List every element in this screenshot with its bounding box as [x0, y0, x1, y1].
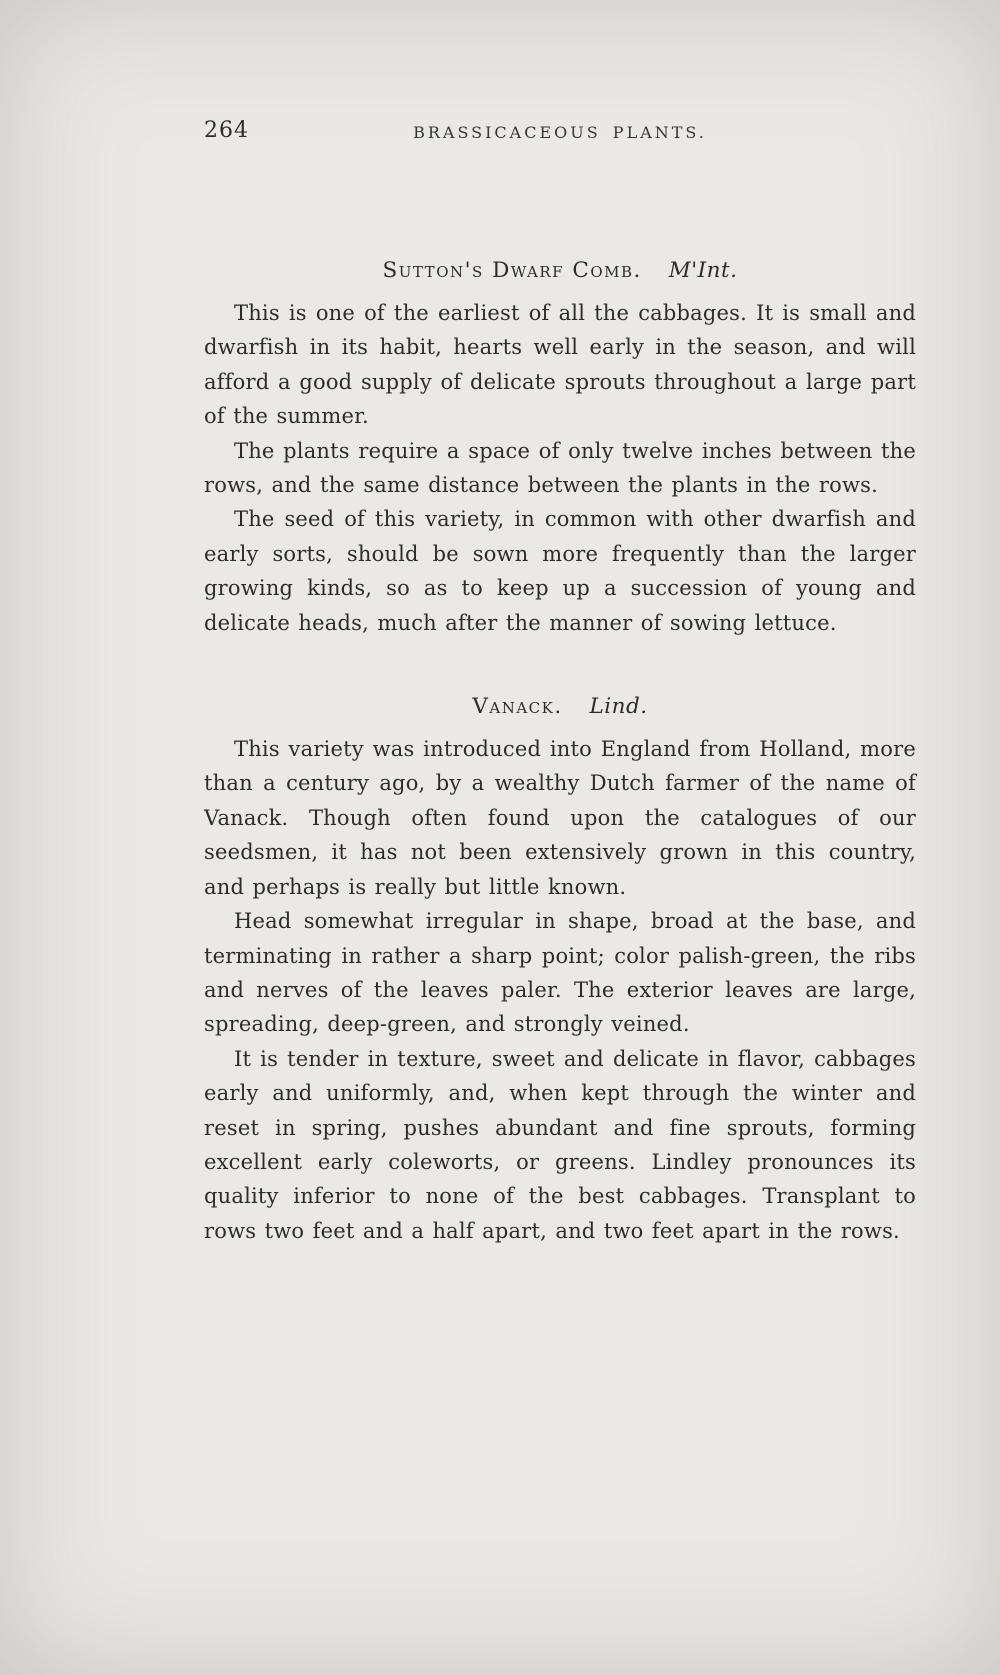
paragraph: The seed of this variety, in common with other dwarfish and early sorts, should be sown more frequently than the larger growing kinds, so as to keep up a succession of young and delicate heads, much after the manner of sowing lettuce.: [204, 507, 916, 635]
page-header: [204, 118, 916, 152]
paragraph: This is one of the earliest of all the cabbages. It is small and dwarfish in its habit, hearts well early in the season, and will afford a good supply of delicate sprouts throughout a large part of the summer.: [204, 301, 916, 429]
section-heading: [204, 258, 916, 283]
page-number: 264: [204, 118, 249, 143]
section-vanack: [204, 694, 916, 1248]
section-suttons-dwarf-comb: [204, 258, 916, 640]
section-heading-text: Vanack.: [472, 694, 563, 720]
paragraph: This variety was introduced into England from Holland, more than a century ago, by a wealthy Dutch farmer of the name of Vanack. Though often found upon the catalogues of our seedsmen, it has not been extensively grown in this country, and perhaps is really but little known.: [204, 737, 916, 899]
text-block: [204, 118, 916, 1248]
section-heading-text: Sutton's Dwarf Comb.: [382, 258, 642, 283]
section-heading-attribution: M'Int.: [668, 258, 738, 283]
paragraph: Head somewhat irregular in shape, broad at the base, and terminating in rather a sharp point; color palish-green, the ribs and nerves of the leaves paler. The exterior leaves are large, spreading, deep-green, and strongly veined.: [204, 909, 916, 1037]
paragraph: The plants require a space of only twelve inches between the rows, and the same distance between the plants in the rows.: [204, 438, 916, 498]
running-title: BRASSICACEOUS PLANTS.: [413, 123, 707, 142]
paragraph: It is tender in texture, sweet and delicate in flavor, cabbages early and uniformly, and, when kept through the winter and reset in spring, pushes abundant and fine sprouts, forming excellent early coleworts, or greens. Lindley pronounces its quality inferior to none of the best cabbages. Transplant to rows two feet and a half apart, and two feet apart in the rows.: [204, 1046, 916, 1243]
section-heading: [204, 694, 916, 719]
section-heading-attribution: Lind.: [589, 694, 648, 720]
